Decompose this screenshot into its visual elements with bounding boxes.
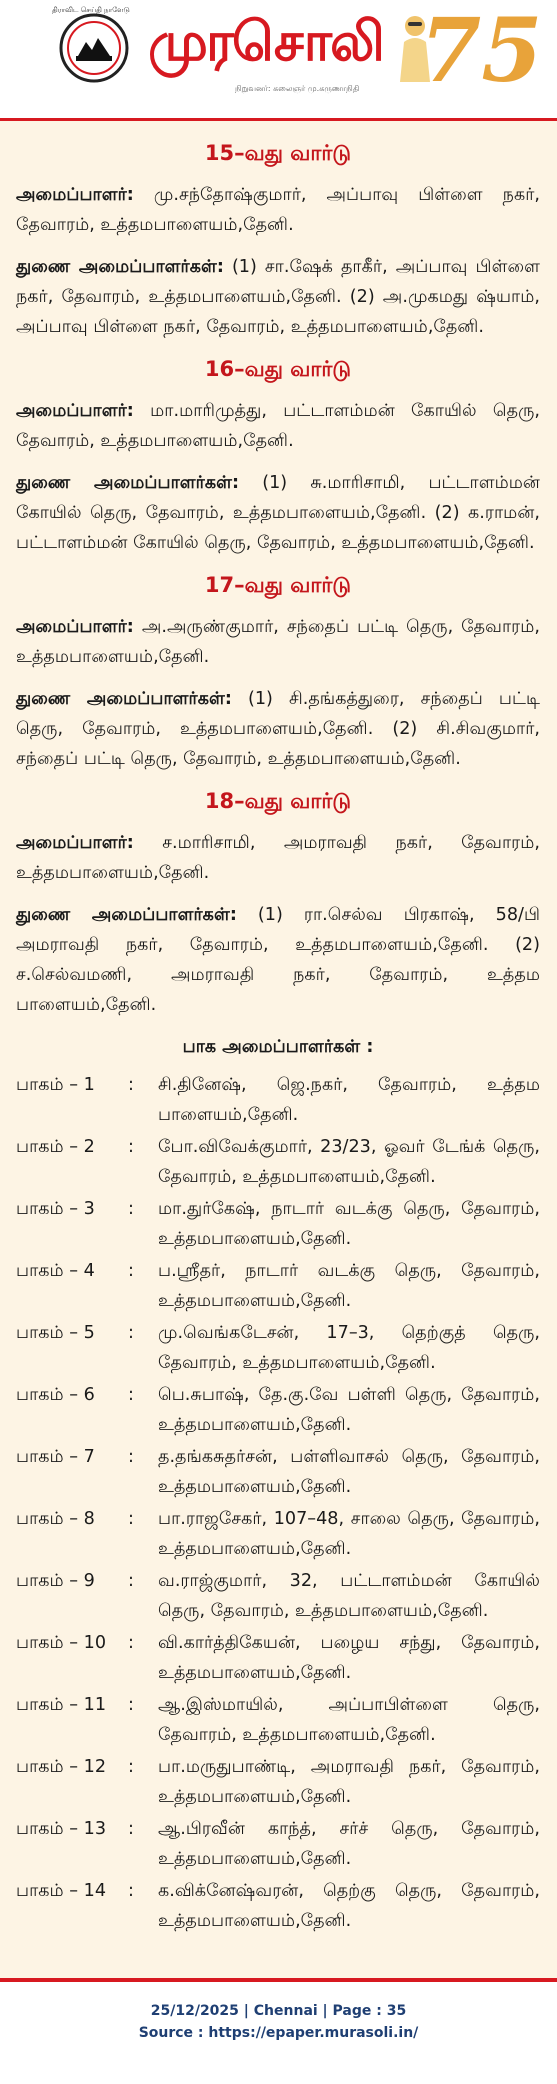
organizer-text: ச.மாரிசாமி, அமராவதி நகர், தேவாரம், உத்தமபாளையம்,தேனி. <box>16 833 540 883</box>
booth-row <box>16 1194 540 1254</box>
deputy-label: துணை அமைப்பாளர்கள்: <box>16 689 232 709</box>
deputy-organizers-paragraph <box>16 468 540 558</box>
bottom-divider <box>0 1978 557 1982</box>
booth-row <box>16 1318 540 1378</box>
booth-separator: : <box>128 1385 134 1405</box>
ward-heading: 16–வது வார்டு <box>204 357 352 381</box>
top-divider <box>0 118 557 121</box>
organizer-label: அமைப்பாளர்: <box>16 401 134 421</box>
booth-label: பாகம் – 6 <box>16 1385 95 1405</box>
party-emblem-icon <box>58 12 130 84</box>
booth-label: பாகம் – 14 <box>16 1881 107 1901</box>
booth-label: பாகம் – 3 <box>16 1199 95 1219</box>
booth-value: வ.ராஜ்குமார், 32, பட்டாளம்மன் கோயில் தெரு, தேவாரம், உத்தமபாளையம்,தேனி. <box>158 1571 540 1621</box>
booth-row <box>16 1132 540 1192</box>
anniversary-number: 75 <box>420 0 543 102</box>
organizer-text: அ.அருண்குமார், சந்தைப் பட்டி தெரு, தேவாரம், உத்தமபாளையம்,தேனி. <box>16 617 540 667</box>
newspaper-title: முரசொலி <box>148 10 383 73</box>
booth-value: பா.ராஜசேகர், 107–48, சாலை தெரு, தேவாரம், உத்தமபாளையம்,தேனி. <box>158 1509 540 1559</box>
ward-heading: 18–வது வார்டு <box>204 789 352 813</box>
booth-separator: : <box>128 1447 134 1467</box>
booth-row <box>16 1690 540 1750</box>
booth-label: பாகம் – 4 <box>16 1261 95 1281</box>
booth-separator: : <box>128 1137 134 1157</box>
booth-value: வி.கார்த்திகேயன், பழைய சந்து, தேவாரம், உத்தமபாளையம்,தேனி. <box>158 1633 540 1683</box>
booth-row <box>16 1256 540 1316</box>
booth-value: ஆ.பிரவீன் காந்த், சர்ச் தெரு, தேவாரம், உத்தமபாளையம்,தேனி. <box>158 1819 540 1869</box>
ward-heading: 17–வது வார்டு <box>204 573 352 597</box>
deputy-text: (1) சு.மாரிசாமி, பட்டாளம்மன் கோயில் தெரு, தேவாரம், உத்தமபாளையம்,தேனி. (2) க.ராமன், பட்டாளம்மன் கோயில் தெரு, தேவாரம், உத்தமபாளையம்,தேனி. <box>16 473 540 553</box>
booth-row <box>16 1566 540 1626</box>
organizer-label: அமைப்பாளர்: <box>16 617 134 637</box>
booth-separator: : <box>128 1509 134 1529</box>
booth-value: மு.வெங்கடேசன், 17–3, தெற்குத் தெரு, தேவாரம், உத்தமபாளையம்,தேனி. <box>158 1323 540 1373</box>
footer-date-line: 25/12/2025 | Chennai | Page : 35 <box>150 2003 407 2019</box>
booth-row <box>16 1752 540 1812</box>
booth-label: பாகம் – 8 <box>16 1509 95 1529</box>
booth-value: பெ.சுபாஷ், தே.கு.வே பள்ளி தெரு, தேவாரம், உத்தமபாளையம்,தேனி. <box>158 1385 540 1435</box>
deputy-organizers-paragraph <box>16 900 540 1020</box>
booth-label: பாகம் – 1 <box>16 1075 95 1095</box>
booth-row <box>16 1814 540 1874</box>
booth-separator: : <box>128 1199 134 1219</box>
booth-separator: : <box>128 1757 134 1777</box>
masthead <box>0 0 557 118</box>
booth-label: பாகம் – 7 <box>16 1447 95 1467</box>
booth-value: போ.விவேக்குமார், 23/23, ஓவர் டேங்க் தெரு, தேவாரம், உத்தமபாளையம்,தேனி. <box>158 1137 540 1187</box>
booth-value: ப.ஸ்ரீதர், நாடார் வடக்கு தெரு, தேவாரம், உத்தமபாளையம்,தேனி. <box>158 1261 540 1311</box>
masthead-tagline: நிறுவனர்: கலைஞர் மு.கருணாநிதி <box>235 84 360 93</box>
booth-separator: : <box>128 1881 134 1901</box>
booth-separator: : <box>128 1323 134 1343</box>
organizer-paragraph <box>16 180 540 240</box>
booth-label: பாகம் – 2 <box>16 1137 95 1157</box>
booth-label: பாகம் – 9 <box>16 1571 95 1591</box>
booth-row <box>16 1442 540 1502</box>
booth-label: பாகம் – 10 <box>16 1633 107 1653</box>
booth-value: பா.மருதுபாண்டி, அமராவதி நகர், தேவாரம், உத்தமபாளையம்,தேனி. <box>158 1757 540 1807</box>
masthead-small-text: திராவிட செய்தி நாளேடு <box>52 6 130 14</box>
footer-source-line: Source : https://epaper.murasoli.in/ <box>138 2025 419 2041</box>
booth-separator: : <box>128 1075 134 1095</box>
booth-value: சி.தினேஷ், ஜெ.நகர், தேவாரம், உத்தம பாளையம்,தேனி. <box>158 1075 540 1125</box>
booth-separator: : <box>128 1571 134 1591</box>
booth-separator: : <box>128 1261 134 1281</box>
deputy-label: துணை அமைப்பாளர்கள்: <box>16 905 237 925</box>
booth-separator: : <box>128 1819 134 1839</box>
deputy-text: (1) ரா.செல்வ பிரகாஷ், 58/பி அமராவதி நகர், தேவாரம், உத்தமபாளையம்,தேனி. (2) ச.செல்வமணி, அமராவதி நகர், தேவாரம், உத்தம பாளையம்,தேனி. <box>16 905 540 1015</box>
ward-heading: 15–வது வார்டு <box>204 141 352 165</box>
organizer-paragraph <box>16 612 540 672</box>
booth-row <box>16 1380 540 1440</box>
organizer-text: மா.மாரிமுத்து, பட்டாளம்மன் கோயில் தெரு, தேவாரம், உத்தமபாளையம்,தேனி. <box>16 401 540 451</box>
booth-row <box>16 1070 540 1130</box>
booth-separator: : <box>128 1695 134 1715</box>
booth-label: பாகம் – 11 <box>16 1695 107 1715</box>
booth-row <box>16 1876 540 1936</box>
booth-label: பாகம் – 12 <box>16 1757 107 1777</box>
page-footer <box>0 2000 557 2044</box>
booth-row <box>16 1628 540 1688</box>
deputy-organizers-paragraph <box>16 684 540 774</box>
organizer-label: அமைப்பாளர்: <box>16 833 134 853</box>
organizer-label: அமைப்பாளர்: <box>16 185 134 205</box>
deputy-text: (1) சா.ஷேக் தாகீர், அப்பாவு பிள்ளை நகர், தேவாரம், உத்தமபாளையம்,தேனி. (2) அ.முகமது ஷ்யாம், அப்பாவு பிள்ளை நகர், தேவாரம், உத்தமபாளையம்,தேனி. <box>16 257 541 337</box>
deputy-organizers-paragraph <box>16 252 540 342</box>
booth-value: த.தங்கசுதர்சன், பள்ளிவாசல் தெரு, தேவாரம், உத்தமபாளையம்,தேனி. <box>158 1447 540 1497</box>
booth-value: மா.துர்கேஷ், நாடார் வடக்கு தெரு, தேவாரம், உத்தமபாளையம்,தேனி. <box>158 1199 540 1249</box>
organizer-paragraph <box>16 828 540 888</box>
deputy-text: (1) சி.தங்கத்துரை, சந்தைப் பட்டி தெரு, தேவாரம், உத்தமபாளையம்,தேனி. (2) சி.சிவகுமார், சந்தைப் பட்டி தெரு, தேவாரம், உத்தமபாளையம்,தேனி. <box>16 689 540 769</box>
booth-row <box>16 1504 540 1564</box>
article-content <box>16 130 540 1938</box>
booth-value: க.விக்னேஷ்வரன், தெற்கு தெரு, தேவாரம், உத்தமபாளையம்,தேனி. <box>158 1881 540 1931</box>
booth-label: பாகம் – 5 <box>16 1323 95 1343</box>
booth-separator: : <box>128 1633 134 1653</box>
booth-label: பாகம் – 13 <box>16 1819 107 1839</box>
deputy-label: துணை அமைப்பாளர்கள்: <box>16 473 239 493</box>
organizer-paragraph <box>16 396 540 456</box>
booth-organizers-list <box>16 1070 540 1936</box>
deputy-label: துணை அமைப்பாளர்கள்: <box>16 257 224 277</box>
booth-organizers-heading: பாக அமைப்பாளர்கள் : <box>182 1037 374 1057</box>
booth-value: ஆ.இஸ்மாயில், அப்பாபிள்ளை தெரு, தேவாரம், உத்தமபாளையம்,தேனி. <box>158 1695 540 1745</box>
organizer-text: மு.சந்தோஷ்குமார், அப்பாவு பிள்ளை நகர், தேவாரம், உத்தமபாளையம்,தேனி. <box>16 185 540 235</box>
